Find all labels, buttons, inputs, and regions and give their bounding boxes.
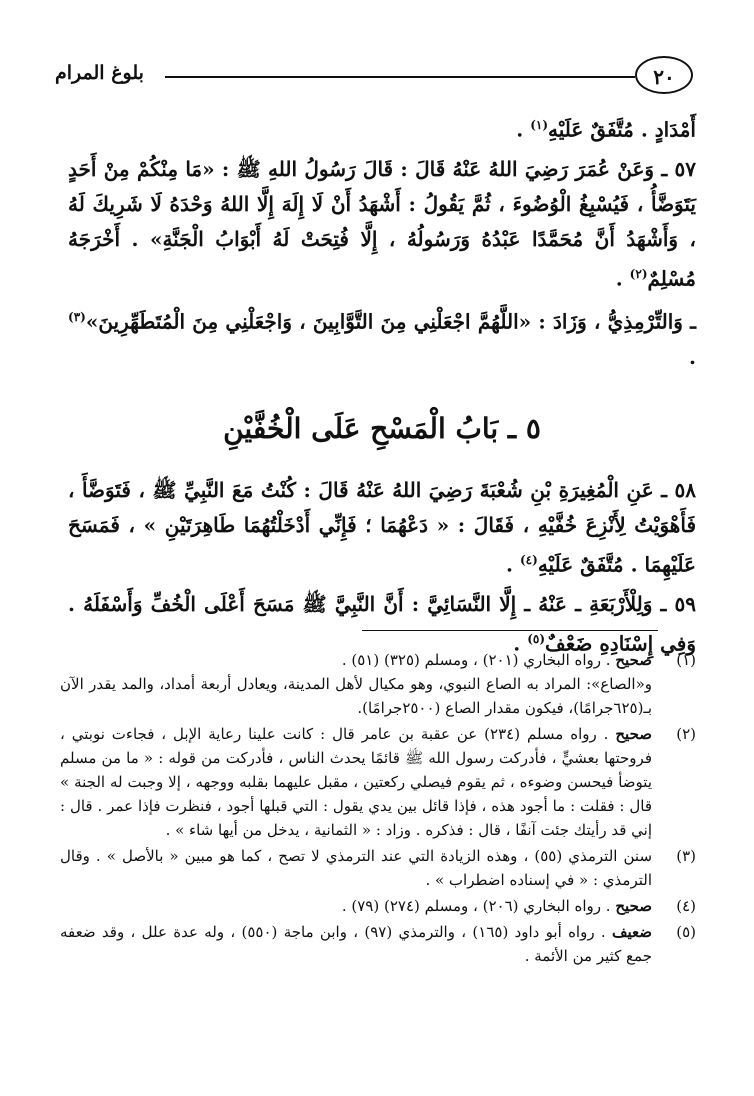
page-header — [55, 54, 695, 98]
footnote-5 — [60, 920, 696, 968]
chapter-title: ٥ ـ بَابُ الْمَسْحِ عَلَى الْخُفَّيْنِ — [223, 411, 541, 445]
footnote-ref: (٢) — [629, 266, 648, 281]
footnote-line — [60, 920, 652, 968]
grade-label: صحيح — [615, 725, 652, 743]
hadith-text: ٥٩ ـ وَلِلْأَرْبَعَةِ ـ عَنْهُ ـ إِلَّا النَّسَائِيَّ : أَنَّ النَّبِيَّ ﷺ مَسَحَ أَعْلَى الْخُفِّ وَأَسْفَلَهُ . وَفِي إِسْنَادِهِ ضَعْفٌ — [68, 591, 696, 656]
footnote-number: (٥) — [676, 923, 696, 941]
paragraph-end: . — [516, 117, 531, 142]
grade-label: ضعيف — [611, 923, 652, 941]
hadith-end: . — [615, 266, 630, 291]
hadith-text: ـ وَالتِّرْمِذِيُّ ، وَزَادَ : «اللَّهُمَّ اجْعَلْنِي مِنَ التَّوَّابِينَ ، وَاجْعَلْنِي مِنَ الْمُتَطَهِّرِينَ» — [85, 309, 696, 334]
footnote-ref: (٣) — [68, 310, 86, 325]
hadith-57 — [68, 152, 696, 297]
footnote-text: سنن الترمذي (٥٥) ، وهذه الزيادة التي عند الترمذي لا تصح ، كما هو مبين « بالأصل » . وقال الترمذي : « في إسناده اضطراب » . — [60, 847, 653, 889]
footnote-number: (٢) — [676, 725, 696, 743]
footnote-body — [60, 844, 652, 892]
footnote-ref: (١) — [530, 118, 549, 132]
footnote-separator — [362, 630, 658, 631]
footnotes — [60, 648, 696, 970]
footnote-text: و«الصاع»: المراد به الصاع النبوي، وهو مكيال لأهل المدينة، ويعادل أربعة أمداد، والمد يقدر الآن بـ(٦٢٥جرامًا)، فيكون مقدار الصاع (٢٥٠٠جرامًا). — [60, 675, 652, 717]
hadith-57-addition — [68, 300, 696, 375]
footnote-line — [60, 894, 652, 918]
footnote-text: . رواه البخاري (٢٠٦) ، ومسلم (٢٧٤) (٧٩) . — [341, 897, 616, 915]
book-title: بلوغ المرام — [55, 62, 144, 84]
footnote-text: . رواه البخاري (٢٠١) ، ومسلم (٣٢٥) (٥١) . — [341, 651, 616, 669]
footnote-2 — [60, 722, 696, 842]
page-number: ٢٠ — [635, 56, 693, 94]
footnote-line — [60, 844, 652, 892]
footnote-line — [60, 722, 652, 842]
header-rule — [165, 76, 635, 78]
footnote-body — [60, 920, 652, 968]
footnote-body — [60, 894, 652, 918]
grade-label: صحيح — [615, 897, 652, 915]
footnote-line — [60, 672, 652, 720]
paragraph-continuation — [68, 108, 696, 148]
footnote-number: (٣) — [676, 847, 696, 865]
footnote-ref: (٤) — [519, 552, 538, 567]
footnote-3 — [60, 844, 696, 892]
hadith-text: ٥٨ ـ عَنِ الْمُغِيرَةِ بْنِ شُعْبَةَ رَضِيَ اللهُ عَنْهُ قَالَ : كُنْتُ مَعَ النَّبِيِّ ﷺ ، فَتَوَضَّأَ ، فَأَهْوَيْتُ لِأَنْزِعَ خُفَّيْهِ ، فَقَالَ : « دَعْهُمَا ؛ فَإِنِّي أَدْخَلْتُهُمَا طَاهِرَتَيْنِ » ، فَمَسَحَ عَلَيْهِمَا . مُتَّفَقٌ عَلَيْهِ — [68, 477, 696, 577]
hadith-text: ٥٧ ـ وَعَنْ عُمَرَ رَضِيَ اللهُ عَنْهُ قَالَ : قَالَ رَسُولُ اللهِ ﷺ : «مَا مِنْكُمْ مِنْ أَحَدٍ يَتَوَضَّأُ ، فَيُسْبِغُ الْوُضُوءَ ، ثُمَّ يَقُولُ : أَشْهَدُ أَنْ لَا إِلَهَ إِلَّا اللهُ وَحْدَهُ لَا شَرِيكَ لَهُ ، وَأَشْهَدُ أَنَّ مُحَمَّدًا عَبْدُهُ وَرَسُولُهُ ، إِلَّا فُتِحَتْ لَهُ أَبْوَابُ الْجَنَّةِ» . أَخْرَجَهُ مُسْلِمٌ — [68, 156, 696, 291]
footnote-4 — [60, 894, 696, 918]
footnote-text: . رواه مسلم (٢٣٤) عن عقبة بن عامر قال : كانت علينا رعاية الإبل ، فجاءت نوبتي ، فروحتها بعشيٍّ ، فأدركت رسول الله ﷺ قائمًا يحدث الناس ، فأدركت من قوله : « ما من مسلم يتوضأ فيحسن وضوءه ، ثم يقوم فيصلي ركعتين ، مقبل عليهما بقلبه ووجهه ، إلا وجبت له الجنة » قال : فقلت : ما أجود هذه ، فإذا قائل بين يدي يقول : التي قبلها أجود ، فنظرت فإذا عمر . قال : إني قد رأيتك جئت آنفًا ، قال : فذكره . وزاد : « الثمانية ، يدخل من أيها شاء » . — [60, 725, 652, 839]
footnote-line — [60, 648, 652, 672]
footnote-number: (١) — [676, 651, 696, 669]
footnote-body — [60, 648, 652, 720]
hadith-58 — [68, 473, 696, 583]
footnote-number: (٤) — [676, 897, 696, 915]
footnote-text: . رواه أبو داود (١٦٥) ، والترمذي (٩٧) ، وابن ماجة (٥٥٠) ، وله عدة علل ، وقد ضعفه جمع كثير من الأئمة . — [60, 923, 652, 965]
footnote-body — [60, 722, 652, 842]
hadith-end: . — [513, 631, 528, 656]
hadith-end: . — [506, 552, 520, 577]
footnote-1 — [60, 648, 696, 720]
grade-label: صحيح — [615, 651, 652, 669]
footnote-ref: (٥) — [527, 631, 546, 646]
paragraph-text: أَمْدَادٍ . مُتَّفَقٌ عَلَيْهِ — [548, 117, 696, 142]
main-text — [68, 108, 696, 665]
hadith-end: . — [689, 344, 696, 369]
